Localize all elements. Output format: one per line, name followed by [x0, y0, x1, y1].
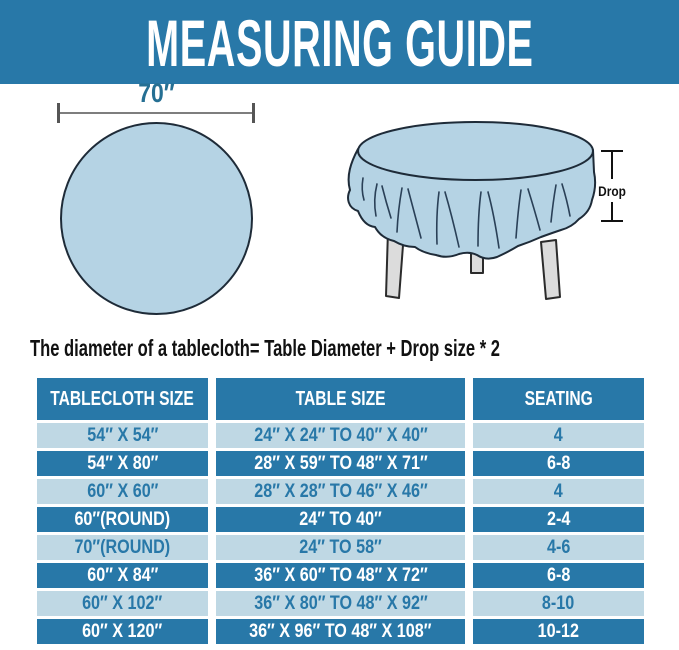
size-cell: 10-12 [473, 619, 644, 644]
page-title: MEASURING GUIDE [145, 6, 534, 80]
size-cell: 28″ X 59″ TO 48″ X 71″ [216, 451, 465, 476]
size-cell: 24″ TO 40″ [216, 507, 465, 532]
diameter-measure-line [58, 112, 255, 114]
size-cell: 60″ X 60″ [37, 479, 208, 504]
size-cell: 36″ X 60″ TO 48″ X 72″ [216, 563, 465, 588]
size-cell: 4 [473, 479, 644, 504]
size-cell: 60″ X 102″ [37, 591, 208, 616]
size-cell: 36″ X 80″ TO 48″ X 92″ [216, 591, 465, 616]
size-cell: 8-10 [473, 591, 644, 616]
diameter-label: 70″ [138, 78, 175, 108]
size-cell: 60″(ROUND) [37, 507, 208, 532]
size-cell: 24″ X 24″ TO 40″ X 40″ [216, 423, 465, 448]
drop-label: Drop [598, 183, 626, 200]
col-header-table-size: TABLE SIZE [216, 378, 465, 420]
size-table [37, 378, 644, 644]
size-cell: 54″ X 80″ [37, 451, 208, 476]
table-leg-right [541, 240, 560, 299]
col-header-tablecloth-size: TABLECLOTH SIZE [37, 378, 208, 420]
size-cell: 36″ X 96″ TO 48″ X 108″ [216, 619, 465, 644]
size-cell: 4 [473, 423, 644, 448]
size-cell: 2-4 [473, 507, 644, 532]
size-cell: 54″ X 54″ [37, 423, 208, 448]
header-banner [0, 0, 679, 84]
measure-tick-right [252, 103, 255, 123]
round-tablecloth-shape [60, 122, 253, 315]
formula-text: The diameter of a tablecloth= Table Diameter + Drop size * 2 [30, 335, 500, 361]
size-cell: 24″ TO 58″ [216, 535, 465, 560]
table-top-ellipse [358, 122, 593, 180]
size-cell: 60″ X 120″ [37, 619, 208, 644]
tablecloth-illustration [345, 115, 645, 305]
measure-tick-left [57, 103, 60, 123]
size-cell: 60″ X 84″ [37, 563, 208, 588]
size-cell: 70″(ROUND) [37, 535, 208, 560]
col-header-seating: SEATING [473, 378, 644, 420]
size-cell: 4-6 [473, 535, 644, 560]
size-cell: 6-8 [473, 451, 644, 476]
size-cell: 28″ X 28″ TO 46″ X 46″ [216, 479, 465, 504]
size-cell: 6-8 [473, 563, 644, 588]
